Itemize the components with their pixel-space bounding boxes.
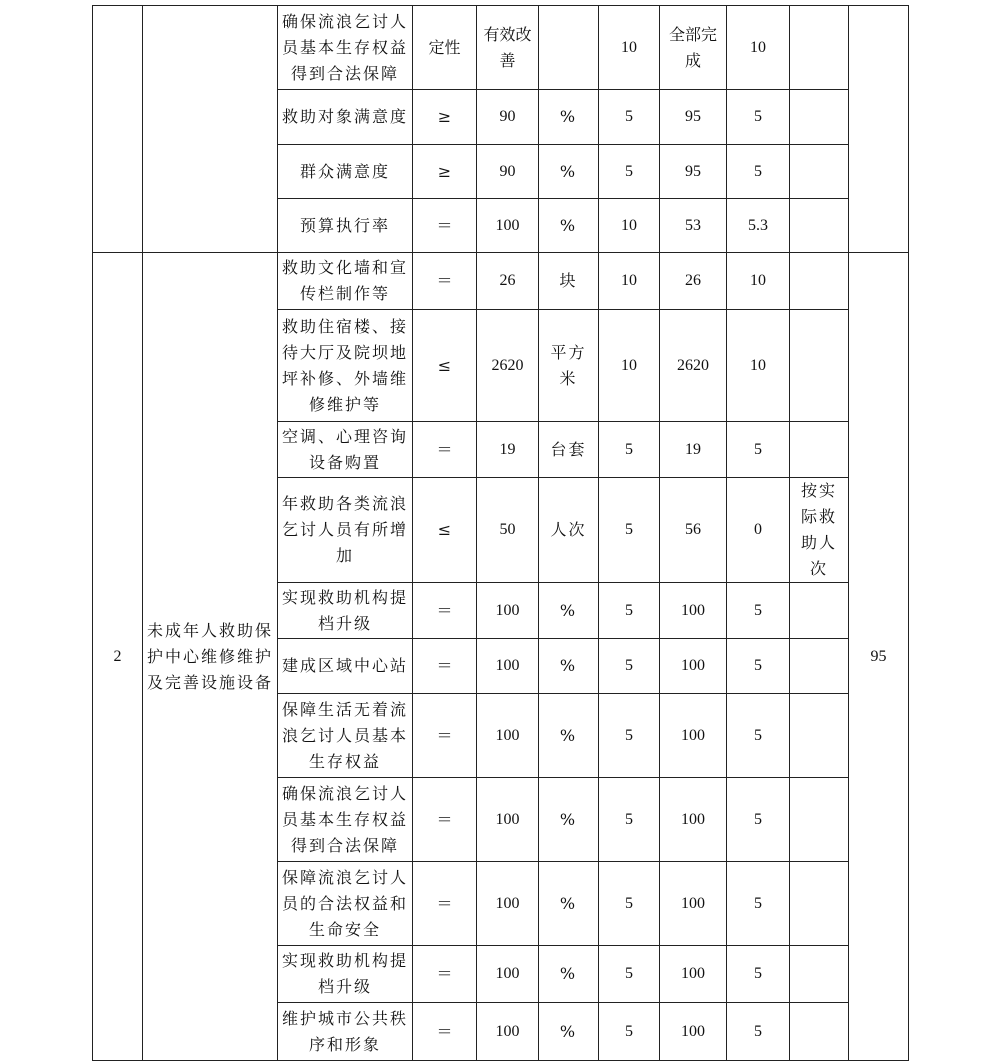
indicator-cell: 预算执行率 <box>278 199 413 253</box>
unit-cell: % <box>539 90 599 145</box>
operator-cell: 定性 <box>413 6 477 90</box>
actual-cell: 100 <box>660 1003 727 1061</box>
score-cell: 5 <box>727 639 790 694</box>
actual-cell: 100 <box>660 639 727 694</box>
operator-cell: ≥ <box>413 90 477 145</box>
operator-cell: ＝ <box>413 778 477 862</box>
actual-cell: 100 <box>660 694 727 778</box>
actual-cell: 95 <box>660 145 727 199</box>
table-row <box>93 6 909 90</box>
actual-cell: 2620 <box>660 310 727 422</box>
operator-cell: ＝ <box>413 694 477 778</box>
unit-cell: 平方米 <box>539 310 599 422</box>
weight-cell: 5 <box>599 946 660 1003</box>
indicator-cell: 维护城市公共秩序和形象 <box>278 1003 413 1061</box>
score-cell: 10 <box>727 6 790 90</box>
score-cell: 5 <box>727 694 790 778</box>
target-cell: 19 <box>477 422 539 478</box>
operator-cell: ＝ <box>413 639 477 694</box>
operator-cell: ≤ <box>413 478 477 583</box>
performance-table <box>92 5 909 1061</box>
score-cell: 5 <box>727 1003 790 1061</box>
weight-cell: 10 <box>599 310 660 422</box>
actual-cell: 100 <box>660 946 727 1003</box>
operator-cell: ＝ <box>413 422 477 478</box>
score-cell: 10 <box>727 253 790 310</box>
target-cell: 26 <box>477 253 539 310</box>
actual-cell: 95 <box>660 90 727 145</box>
target-cell: 100 <box>477 694 539 778</box>
unit-cell: 台套 <box>539 422 599 478</box>
total-cell: 95 <box>849 253 909 1061</box>
weight-cell: 5 <box>599 778 660 862</box>
unit-cell: % <box>539 778 599 862</box>
remark-cell <box>790 778 849 862</box>
score-cell: 0 <box>727 478 790 583</box>
remark-cell <box>790 6 849 90</box>
weight-cell: 5 <box>599 422 660 478</box>
weight-cell: 5 <box>599 583 660 639</box>
score-cell: 5 <box>727 862 790 946</box>
weight-cell: 5 <box>599 1003 660 1061</box>
operator-cell: ≤ <box>413 310 477 422</box>
seq-cell: 2 <box>93 253 143 1061</box>
weight-cell: 5 <box>599 478 660 583</box>
target-cell: 50 <box>477 478 539 583</box>
indicator-cell: 保障流浪乞讨人员的合法权益和生命安全 <box>278 862 413 946</box>
target-cell: 有效改善 <box>477 6 539 90</box>
unit-cell: % <box>539 946 599 1003</box>
weight-cell: 10 <box>599 6 660 90</box>
unit-cell: % <box>539 199 599 253</box>
remark-cell <box>790 583 849 639</box>
indicator-cell: 救助文化墙和宣传栏制作等 <box>278 253 413 310</box>
remark-cell <box>790 862 849 946</box>
target-cell: 100 <box>477 199 539 253</box>
indicator-cell: 实现救助机构提档升级 <box>278 946 413 1003</box>
score-cell: 10 <box>727 310 790 422</box>
remark-cell <box>790 946 849 1003</box>
indicator-cell: 建成区域中心站 <box>278 639 413 694</box>
unit-cell: % <box>539 1003 599 1061</box>
project-cell: 未成年人救助保护中心维修维护及完善设施设备 <box>143 253 278 1061</box>
actual-cell: 56 <box>660 478 727 583</box>
operator-cell: ＝ <box>413 946 477 1003</box>
indicator-cell: 确保流浪乞讨人员基本生存权益得到合法保障 <box>278 778 413 862</box>
remark-cell <box>790 253 849 310</box>
unit-cell: % <box>539 862 599 946</box>
indicator-cell: 年救助各类流浪乞讨人员有所增加 <box>278 478 413 583</box>
indicator-cell: 群众满意度 <box>278 145 413 199</box>
score-cell: 5 <box>727 583 790 639</box>
target-cell: 90 <box>477 90 539 145</box>
indicator-cell: 实现救助机构提档升级 <box>278 583 413 639</box>
actual-cell: 全部完成 <box>660 6 727 90</box>
table-row <box>93 253 909 310</box>
indicator-cell: 救助住宿楼、接待大厅及院坝地坪补修、外墙维修维护等 <box>278 310 413 422</box>
weight-cell: 5 <box>599 694 660 778</box>
weight-cell: 5 <box>599 145 660 199</box>
target-cell: 100 <box>477 1003 539 1061</box>
actual-cell: 100 <box>660 778 727 862</box>
indicator-cell: 空调、心理咨询设备购置 <box>278 422 413 478</box>
remark-cell <box>790 310 849 422</box>
unit-cell: % <box>539 639 599 694</box>
score-cell: 5 <box>727 422 790 478</box>
target-cell: 100 <box>477 946 539 1003</box>
actual-cell: 26 <box>660 253 727 310</box>
weight-cell: 5 <box>599 90 660 145</box>
unit-cell: 人次 <box>539 478 599 583</box>
weight-cell: 10 <box>599 253 660 310</box>
remark-cell <box>790 639 849 694</box>
score-cell: 5 <box>727 90 790 145</box>
indicator-cell: 确保流浪乞讨人员基本生存权益得到合法保障 <box>278 6 413 90</box>
unit-cell: 块 <box>539 253 599 310</box>
actual-cell: 100 <box>660 862 727 946</box>
unit-cell <box>539 6 599 90</box>
actual-cell: 53 <box>660 199 727 253</box>
remark-cell <box>790 145 849 199</box>
remark-cell <box>790 694 849 778</box>
actual-cell: 19 <box>660 422 727 478</box>
operator-cell: ＝ <box>413 1003 477 1061</box>
operator-cell: ＝ <box>413 253 477 310</box>
score-cell: 5 <box>727 946 790 1003</box>
unit-cell: % <box>539 694 599 778</box>
unit-cell: % <box>539 145 599 199</box>
target-cell: 90 <box>477 145 539 199</box>
weight-cell: 5 <box>599 862 660 946</box>
total-cell <box>849 6 909 253</box>
actual-cell: 100 <box>660 583 727 639</box>
remark-cell <box>790 422 849 478</box>
project-cell <box>143 6 278 253</box>
target-cell: 100 <box>477 583 539 639</box>
operator-cell: ＝ <box>413 583 477 639</box>
score-cell: 5 <box>727 778 790 862</box>
score-cell: 5 <box>727 145 790 199</box>
target-cell: 100 <box>477 778 539 862</box>
seq-cell <box>93 6 143 253</box>
target-cell: 100 <box>477 639 539 694</box>
remark-cell <box>790 199 849 253</box>
target-cell: 100 <box>477 862 539 946</box>
unit-cell: % <box>539 583 599 639</box>
score-cell: 5.3 <box>727 199 790 253</box>
operator-cell: ＝ <box>413 862 477 946</box>
target-cell: 2620 <box>477 310 539 422</box>
indicator-cell: 保障生活无着流浪乞讨人员基本生存权益 <box>278 694 413 778</box>
remark-cell <box>790 1003 849 1061</box>
remark-cell <box>790 90 849 145</box>
weight-cell: 5 <box>599 639 660 694</box>
operator-cell: ＝ <box>413 199 477 253</box>
weight-cell: 10 <box>599 199 660 253</box>
remark-cell: 按实际救助人次 <box>790 478 849 583</box>
operator-cell: ≥ <box>413 145 477 199</box>
indicator-cell: 救助对象满意度 <box>278 90 413 145</box>
